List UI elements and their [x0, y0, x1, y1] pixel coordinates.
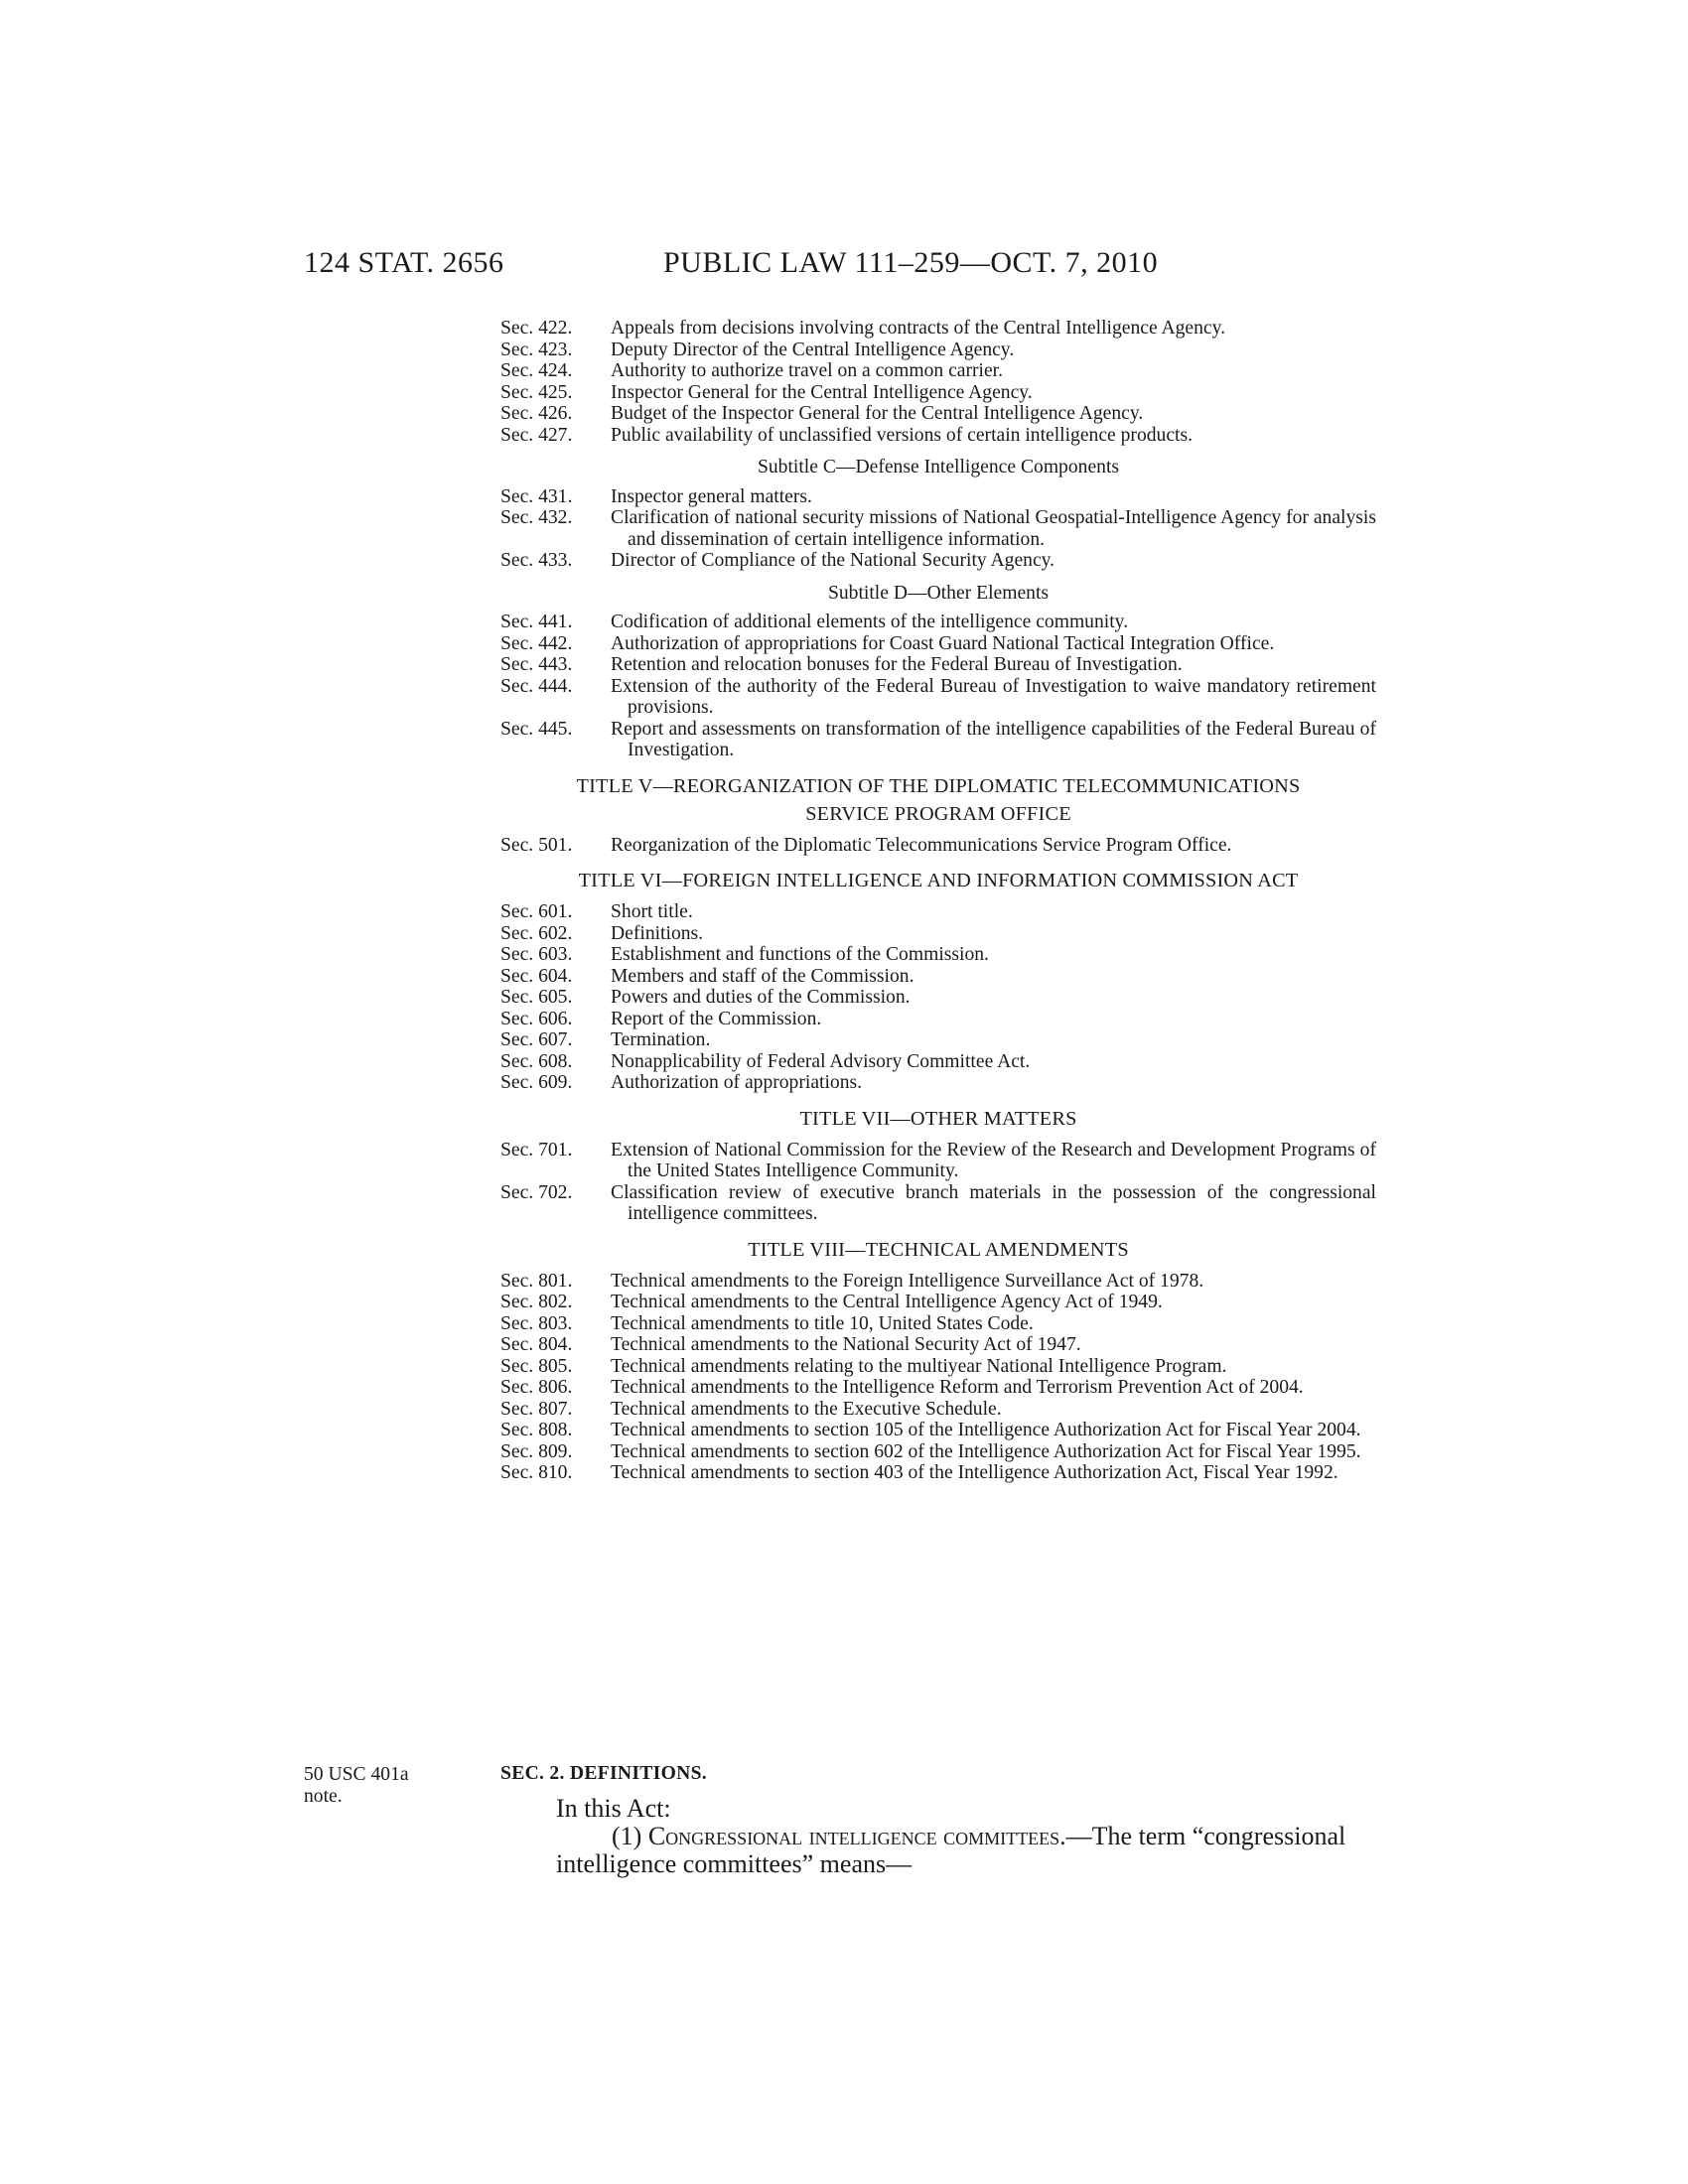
title-vi-heading: TITLE VI—FOREIGN INTELLIGENCE AND INFORMATION COMMISSION ACT	[578, 870, 1299, 891]
toc-block-title-vii	[500, 1140, 1376, 1225]
toc-section-number: Sec. 501.	[500, 834, 573, 856]
definition-term: Congressional intelligence committees	[647, 1822, 1060, 1850]
toc-entry	[500, 1292, 1376, 1313]
toc-section-title: Retention and relocation bonuses for the Federal Bureau of Investigation.	[611, 654, 1183, 675]
toc-section-title: Appeals from decisions involving contracts of the Central Intelligence Agency.	[611, 318, 1226, 339]
toc-section-number: Sec. 701.	[500, 1139, 573, 1160]
toc-section-number: Sec. 606.	[500, 1008, 573, 1029]
toc-section-number: Sec. 609.	[500, 1072, 573, 1093]
title-v-line2: SERVICE PROGRAM OFFICE	[805, 802, 1071, 825]
toc-entry	[500, 1462, 1376, 1484]
section-intro: In this Act:	[556, 1794, 671, 1823]
toc-entry	[500, 987, 1376, 1009]
table-of-contents	[500, 318, 1376, 1484]
toc-entry	[500, 1271, 1376, 1293]
toc-section-title: Technical amendments to the Executive Schedule.	[611, 1398, 1002, 1420]
toc-section-title: Classification review of executive branch materials in the possession of the congressional intelligence committees.	[611, 1181, 1376, 1224]
toc-entry	[500, 835, 1376, 857]
toc-section-number: Sec. 426.	[500, 403, 573, 424]
public-law-title: PUBLIC LAW 111–259—OCT. 7, 2010	[663, 246, 1159, 279]
toc-section-title: Members and staff of the Commission.	[611, 965, 914, 987]
toc-section-title: Codification of additional elements of the intelligence community.	[611, 612, 1129, 632]
toc-entry	[500, 1420, 1376, 1441]
statute-page-number: 124 STAT. 2656	[304, 246, 504, 279]
toc-entry	[500, 654, 1376, 676]
toc-section-number: Sec. 603.	[500, 944, 573, 965]
toc-section-number: Sec. 433.	[500, 550, 573, 571]
toc-block-other-elements	[500, 612, 1376, 761]
toc-entry	[500, 944, 1376, 966]
toc-section-number: Sec. 802.	[500, 1292, 573, 1312]
subtitle-d-heading: Subtitle D—Other Elements	[827, 582, 1050, 604]
toc-section-title: Authority to authorize travel on a common carrier.	[611, 360, 1004, 381]
toc-section-title: Inspector general matters.	[611, 485, 812, 507]
toc-block-cia	[500, 318, 1376, 446]
toc-entry	[500, 1072, 1376, 1094]
toc-section-number: Sec. 808.	[500, 1420, 573, 1440]
margin-note-line2: note.	[304, 1786, 343, 1807]
toc-section-title: Budget of the Inspector General for the Central Intelligence Agency.	[611, 403, 1144, 424]
toc-section-title: Powers and duties of the Commission.	[611, 987, 911, 1008]
definition-text: .—The term “congressional intelligence committees” means—	[556, 1822, 1346, 1878]
toc-block-title-v	[500, 835, 1376, 857]
toc-section-number: Sec. 801.	[500, 1270, 573, 1292]
definition-number: (1)	[612, 1822, 642, 1850]
toc-entry	[500, 1399, 1376, 1421]
toc-section-title: Technical amendments relating to the multiyear National Intelligence Program.	[611, 1355, 1227, 1377]
toc-entry	[500, 360, 1376, 382]
toc-section-title: Technical amendments to the Foreign Intelligence Surveillance Act of 1978.	[611, 1270, 1204, 1292]
toc-section-number: Sec. 604.	[500, 965, 573, 987]
toc-section-title: Extension of National Commission for the Review of the Research and Development Programs of the United States Intelligence Community.	[611, 1139, 1376, 1181]
toc-section-title: Short title.	[611, 901, 693, 922]
toc-section-title: Technical amendments to section 105 of the Intelligence Authorization Act for Fiscal Year 2004.	[611, 1420, 1361, 1440]
toc-entry	[500, 550, 1376, 572]
title-viii-heading: TITLE VIII—TECHNICAL AMENDMENTS	[748, 1238, 1129, 1261]
toc-entry	[500, 507, 1376, 550]
toc-section-number: Sec. 806.	[500, 1377, 573, 1398]
toc-section-title: Technical amendments to the Central Intelligence Agency Act of 1949.	[611, 1292, 1163, 1312]
toc-section-number: Sec. 702.	[500, 1181, 573, 1203]
toc-section-title: Technical amendments to section 403 of the Intelligence Authorization Act, Fiscal Year 1992.	[611, 1462, 1338, 1483]
toc-section-number: Sec. 427.	[500, 424, 573, 446]
toc-section-title: Termination.	[611, 1029, 711, 1050]
toc-section-title: Technical amendments to section 602 of the Intelligence Authorization Act for Fiscal Year 1995.	[611, 1440, 1361, 1462]
toc-section-number: Sec. 432.	[500, 507, 573, 528]
toc-section-number: Sec. 441.	[500, 612, 573, 632]
toc-section-number: Sec. 425.	[500, 381, 573, 403]
toc-section-title: Technical amendments to the Intelligence Reform and Terrorism Prevention Act of 2004.	[611, 1377, 1304, 1398]
toc-section-title: Clarification of national security missions of National Geospatial-Intelligence Agency for analysis and dissemination of certain intelligence information.	[611, 507, 1376, 550]
toc-section-title: Technical amendments to title 10, United States Code.	[611, 1312, 1034, 1334]
toc-section-title: Authorization of appropriations for Coast Guard National Tactical Integration Office.	[611, 632, 1275, 654]
toc-section-title: Definitions.	[611, 922, 704, 944]
title-v-line1: TITLE V—REORGANIZATION OF THE DIPLOMATIC TELECOMMUNICATIONS	[576, 774, 1301, 797]
toc-entry	[500, 1029, 1376, 1051]
toc-section-number: Sec. 445.	[500, 718, 573, 740]
toc-entry	[500, 1334, 1376, 1356]
toc-entry	[500, 1051, 1376, 1073]
toc-section-title: Establishment and functions of the Commission.	[611, 944, 989, 965]
margin-note-line1: 50 USC 401a	[304, 1764, 409, 1785]
definition-item	[500, 1823, 1376, 1878]
section-heading: SEC. 2. DEFINITIONS.	[500, 1763, 707, 1784]
toc-entry	[500, 340, 1376, 361]
toc-section-number: Sec. 809.	[500, 1440, 573, 1462]
toc-entry	[500, 966, 1376, 988]
toc-section-number: Sec. 605.	[500, 987, 573, 1008]
toc-entry	[500, 1356, 1376, 1378]
toc-section-number: Sec. 442.	[500, 632, 573, 654]
toc-section-number: Sec. 803.	[500, 1312, 573, 1334]
toc-section-title: Report of the Commission.	[611, 1008, 822, 1029]
toc-section-number: Sec. 804.	[500, 1334, 573, 1355]
toc-entry	[500, 1182, 1376, 1225]
toc-section-number: Sec. 810.	[500, 1462, 573, 1483]
toc-section-number: Sec. 608.	[500, 1050, 573, 1072]
toc-block-defense	[500, 486, 1376, 572]
toc-section-title: Public availability of unclassified versions of certain intelligence products.	[611, 424, 1194, 446]
margin-note	[304, 1764, 409, 1808]
toc-section-number: Sec. 431.	[500, 485, 573, 507]
toc-section-number: Sec. 602.	[500, 922, 573, 944]
toc-entry	[500, 382, 1376, 404]
toc-entry	[500, 612, 1376, 633]
toc-entry	[500, 901, 1376, 923]
toc-section-number: Sec. 424.	[500, 360, 573, 381]
toc-entry	[500, 923, 1376, 945]
toc-section-title: Inspector General for the Central Intelligence Agency.	[611, 381, 1033, 403]
toc-block-title-viii	[500, 1271, 1376, 1484]
toc-section-number: Sec. 444.	[500, 675, 573, 697]
toc-section-number: Sec. 443.	[500, 654, 573, 675]
toc-entry	[500, 676, 1376, 719]
toc-section-title: Deputy Director of the Central Intelligence Agency.	[611, 339, 1015, 360]
toc-section-title: Report and assessments on transformation of the intelligence capabilities of the Federal Bureau of Investigation.	[611, 718, 1376, 760]
toc-entry	[500, 403, 1376, 425]
toc-section-number: Sec. 805.	[500, 1355, 573, 1377]
toc-section-title: Director of Compliance of the National Security Agency.	[611, 550, 1055, 571]
toc-entry	[500, 1313, 1376, 1335]
section-body	[500, 1795, 1376, 1878]
toc-section-title: Extension of the authority of the Federal Bureau of Investigation to waive mandatory retirement provisions.	[611, 675, 1376, 718]
title-vii-heading: TITLE VII—OTHER MATTERS	[799, 1107, 1077, 1130]
toc-entry	[500, 1009, 1376, 1030]
toc-section-title: Nonapplicability of Federal Advisory Committee Act.	[611, 1050, 1031, 1072]
toc-section-number: Sec. 807.	[500, 1398, 573, 1420]
toc-entry	[500, 1441, 1376, 1463]
toc-section-number: Sec. 422.	[500, 318, 573, 339]
toc-section-number: Sec. 423.	[500, 339, 573, 360]
page-header	[0, 246, 1688, 290]
toc-entry	[500, 486, 1376, 508]
toc-block-title-vi	[500, 901, 1376, 1094]
toc-entry	[500, 1377, 1376, 1399]
toc-section-title: Reorganization of the Diplomatic Telecommunications Service Program Office.	[611, 834, 1232, 856]
toc-section-title: Authorization of appropriations.	[611, 1072, 863, 1093]
toc-section-title: Technical amendments to the National Security Act of 1947.	[611, 1334, 1081, 1355]
subtitle-c-heading: Subtitle C—Defense Intelligence Components	[757, 457, 1120, 478]
toc-section-number: Sec. 601.	[500, 901, 573, 922]
toc-entry	[500, 719, 1376, 761]
toc-entry	[500, 318, 1376, 340]
toc-entry	[500, 425, 1376, 447]
toc-section-number: Sec. 607.	[500, 1029, 573, 1050]
toc-entry	[500, 1140, 1376, 1182]
title-v-heading	[500, 772, 1376, 828]
toc-entry	[500, 633, 1376, 655]
